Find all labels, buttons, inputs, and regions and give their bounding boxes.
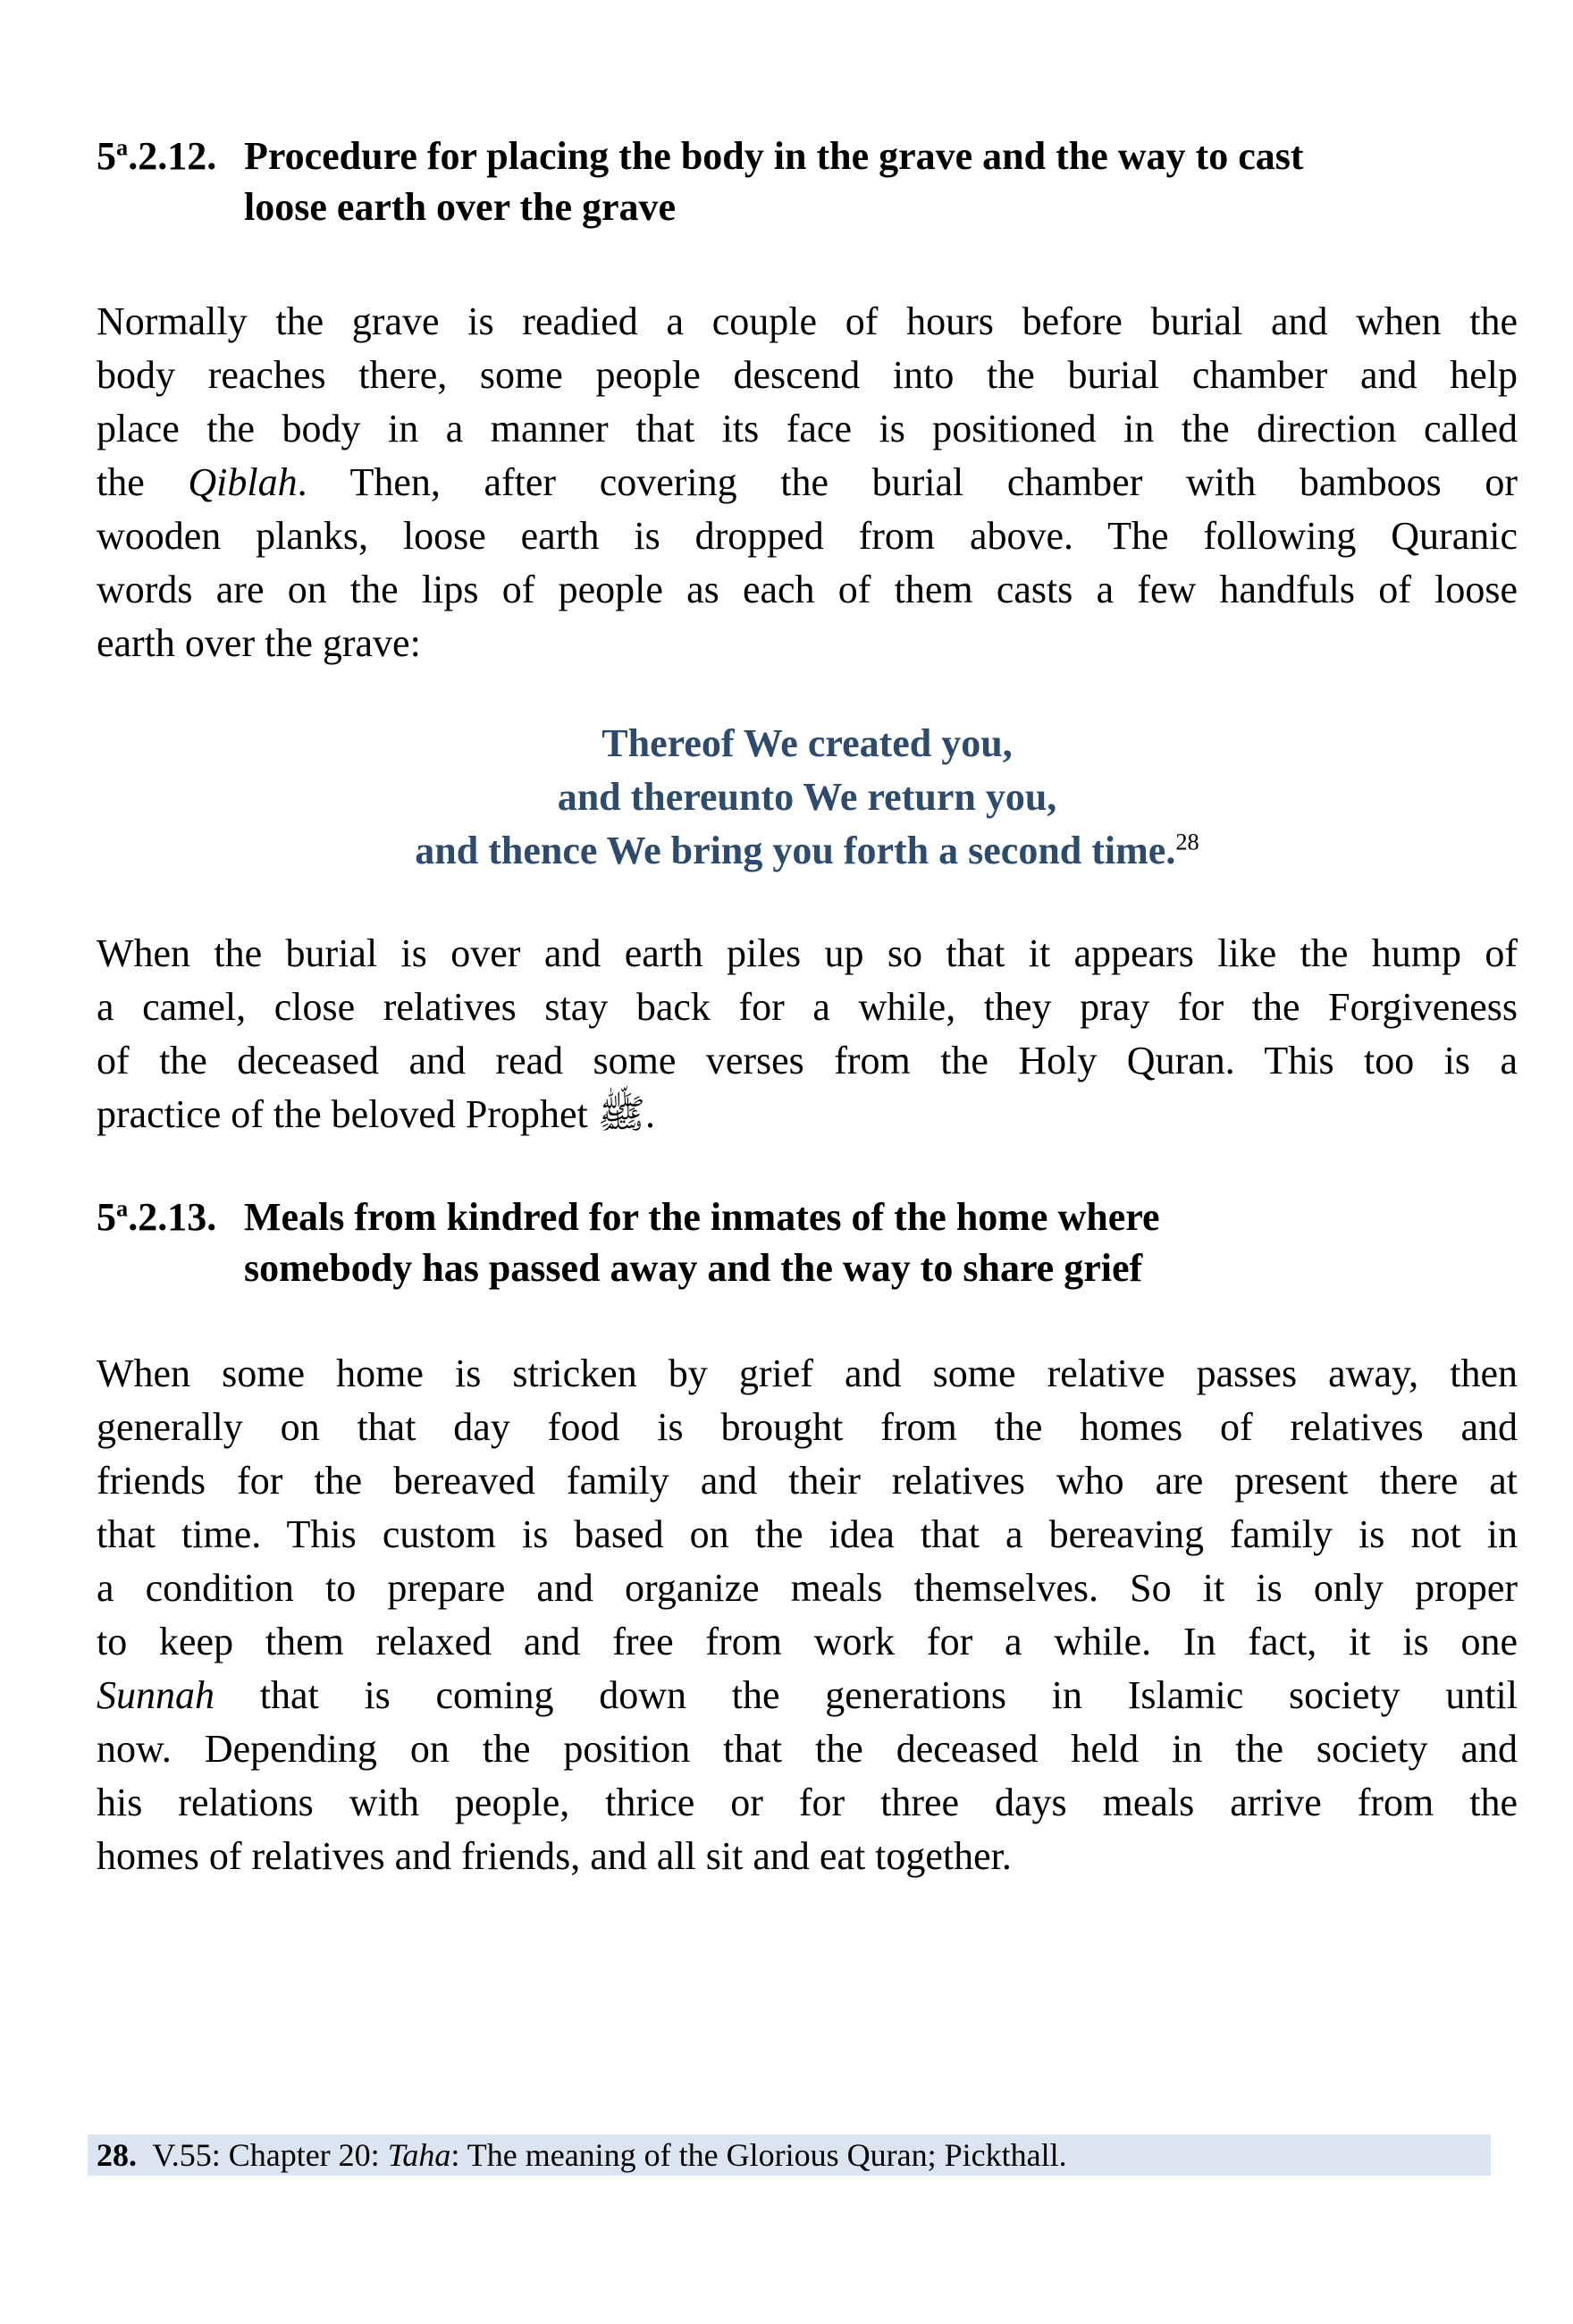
text-segment: practice of the beloved Prophet ﷺ.	[97, 1092, 655, 1136]
text-segment: friends for the bereaved family and their relatives who are present there at	[97, 1459, 1518, 1503]
text-line	[97, 824, 1518, 878]
text-line	[97, 1088, 1518, 1141]
text-segment: a	[116, 133, 129, 161]
text-segment: wooden planks, loose earth is dropped from above. The following Quranic	[97, 514, 1518, 558]
text-segment: Procedure for placing the body in the grave and the way to cast	[244, 134, 1304, 178]
section-heading-5a212	[97, 131, 1518, 232]
text-segment: When some home is stricken by grief and some relative passes away, then	[97, 1351, 1518, 1395]
text-segment: a condition to prepare and organize meals themselves. So it is only proper	[97, 1566, 1518, 1610]
text-segment: a	[116, 1194, 129, 1222]
text-line	[97, 509, 1518, 563]
text-segment: of the deceased and read some verses from the Holy Quran. This too is a	[97, 1039, 1518, 1082]
text-line	[97, 1401, 1518, 1454]
text-segment: 28.	[97, 2137, 137, 2173]
text-line	[97, 349, 1518, 402]
text-segment: V.55: Chapter 20:	[137, 2137, 388, 2173]
quran-quote	[97, 717, 1518, 878]
text-segment: somebody has passed away and the way to share grief	[244, 1246, 1143, 1290]
paragraph-after-burial	[97, 927, 1518, 1141]
text-line	[97, 981, 1518, 1034]
text-line	[97, 1454, 1518, 1508]
footnote-text	[88, 2135, 1491, 2176]
text-segment: . Then, after covering the burial chamber with bamboos or	[297, 460, 1518, 504]
text-segment: the	[97, 460, 189, 504]
text-line	[97, 1562, 1518, 1615]
text-line	[244, 131, 1518, 181]
text-line	[97, 402, 1518, 456]
text-line	[97, 1776, 1518, 1830]
section-heading-5a213	[97, 1191, 1518, 1293]
text-line	[97, 1615, 1518, 1669]
text-segment: words are on the lips of people as each of them casts a few handfuls of loose	[97, 568, 1518, 611]
text-segment: that is coming down the generations in Islamic society until	[214, 1673, 1518, 1717]
text-line	[97, 456, 1518, 509]
text-segment: and thereunto We return you,	[557, 775, 1057, 819]
text-segment: to keep them relaxed and free from work for a while. In fact, it is one	[97, 1620, 1518, 1663]
text-line	[97, 1830, 1518, 1883]
text-segment: body reaches there, some people descend into the burial chamber and help	[97, 353, 1518, 397]
text-line	[97, 1669, 1518, 1722]
text-segment: a camel, close relatives stay back for a while, they pray for the Forgiveness	[97, 985, 1518, 1029]
section-number	[97, 1191, 244, 1293]
section-title	[244, 131, 1518, 232]
text-segment: Normally the grave is readied a couple of hours before burial and when the	[97, 299, 1518, 343]
text-segment: his relations with people, thrice or for three days meals arrive from the	[97, 1781, 1518, 1824]
text-segment: now. Depending on the position that the deceased held in the society and	[97, 1727, 1518, 1771]
text-line	[97, 1722, 1518, 1776]
text-segment: Qiblah	[188, 460, 298, 504]
text-line	[97, 927, 1518, 981]
text-segment: Meals from kindred for the inmates of the home where	[244, 1195, 1160, 1239]
text-line	[97, 1034, 1518, 1088]
text-line	[244, 1242, 1518, 1293]
page-content	[97, 0, 1518, 1883]
text-segment: : The meaning of the Glorious Quran; Pickthall.	[450, 2137, 1067, 2173]
text-line	[97, 617, 1518, 670]
footnote-bar	[88, 2135, 1491, 2176]
paragraph-burial-procedure	[97, 295, 1518, 670]
text-segment: 28	[1175, 828, 1199, 855]
text-segment: generally on that day food is brought from the homes of relatives and	[97, 1405, 1518, 1449]
text-segment: place the body in a manner that its face is positioned in the direction called	[97, 407, 1518, 450]
text-line	[97, 1347, 1518, 1401]
text-line	[97, 295, 1518, 349]
text-segment: 5	[97, 134, 116, 178]
text-segment: loose earth over the grave	[244, 185, 677, 229]
section-title	[244, 1191, 1518, 1293]
text-segment: homes of relatives and friends, and all sit and eat together.	[97, 1834, 1012, 1878]
section-number	[97, 131, 244, 232]
text-segment: Thereof We created you,	[601, 721, 1013, 765]
text-segment: 5	[97, 1195, 116, 1239]
text-segment: and thence We bring you forth a second time.	[415, 829, 1176, 872]
text-line	[97, 1508, 1518, 1562]
text-line	[97, 770, 1518, 824]
text-segment: .2.12.	[128, 134, 217, 178]
text-segment: .2.13.	[128, 1195, 217, 1239]
text-line	[97, 563, 1518, 617]
text-line	[244, 181, 1518, 232]
text-segment: Taha	[387, 2137, 451, 2173]
text-segment: Sunnah	[97, 1673, 214, 1717]
text-segment: earth over the grave:	[97, 621, 421, 665]
text-line	[97, 717, 1518, 770]
text-segment: When the burial is over and earth piles up so that it appears like the hump of	[97, 931, 1518, 975]
text-segment: that time. This custom is based on the idea that a bereaving family is not in	[97, 1512, 1518, 1556]
paragraph-meals-from-kindred	[97, 1347, 1518, 1883]
text-line	[244, 1191, 1518, 1242]
